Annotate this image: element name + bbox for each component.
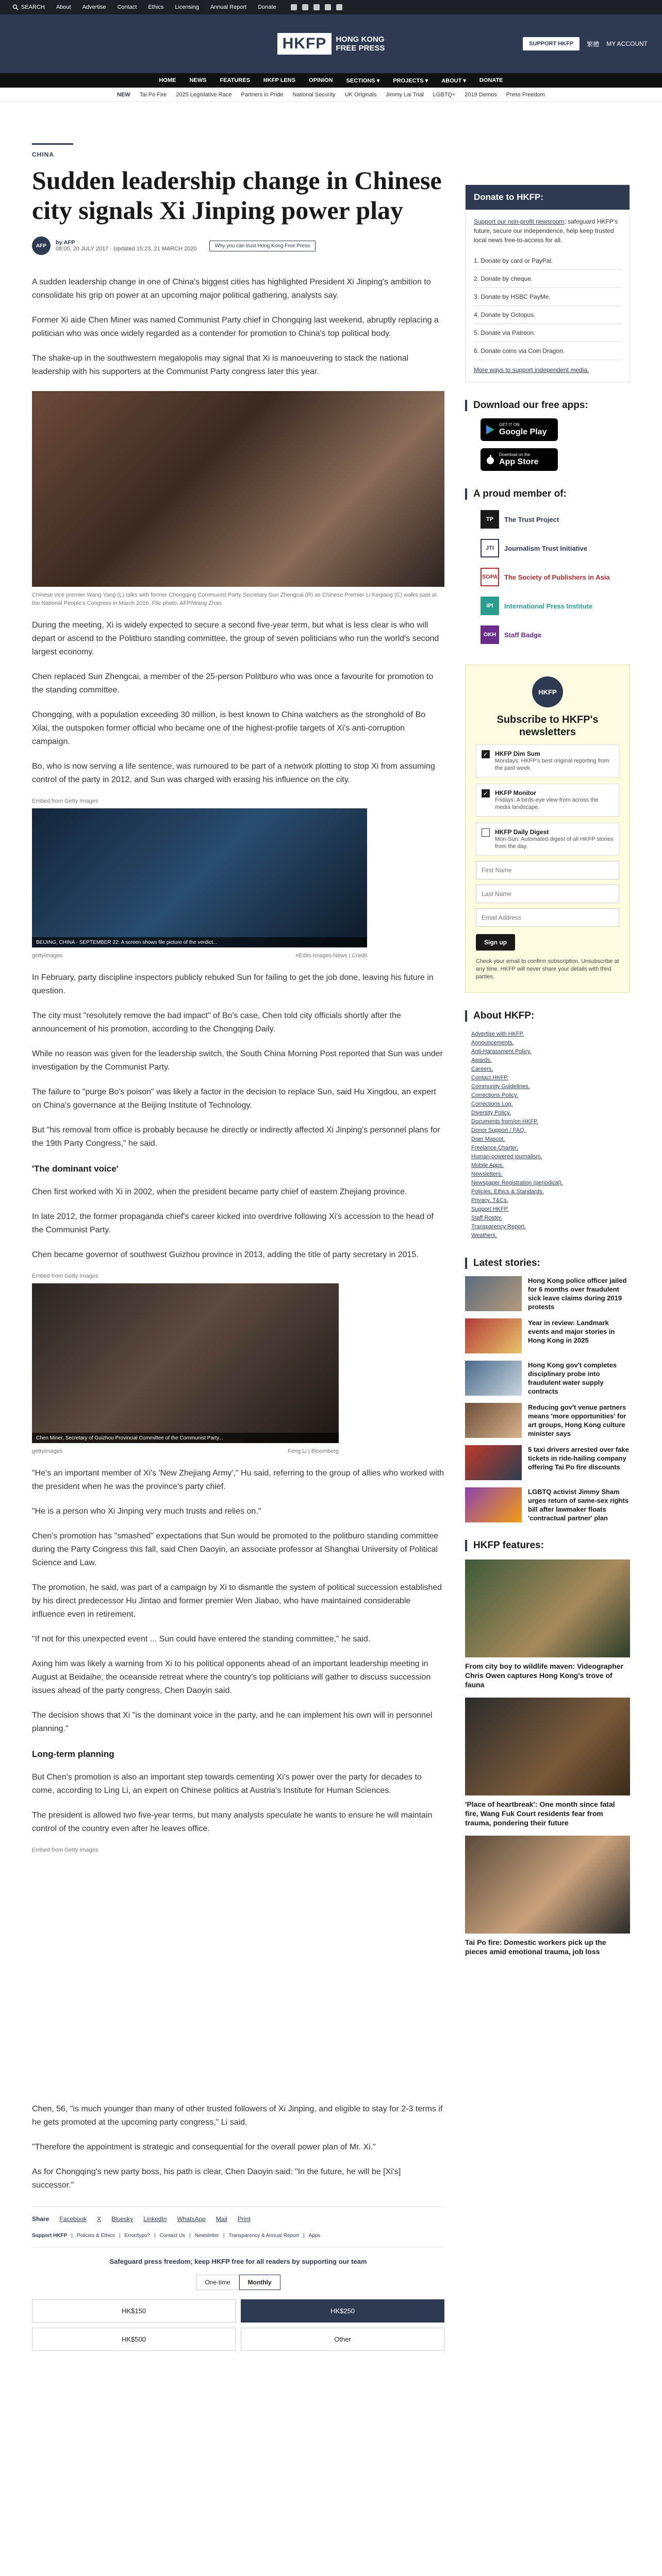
logo-mark: HKFP <box>277 33 332 55</box>
donate-options <box>474 252 621 360</box>
paragraph: Chen became governor of southwest Guizhou province in 2013, adding the title of party secretary in 2015. <box>32 1250 419 1259</box>
embed-strip: Chen Miner, Secretary of Guizhou Provincial Committee of the Communist Party... <box>32 1433 339 1443</box>
paragraph: The promotion, he said, was part of a campaign by Xi to dismantle the system of political succession established by his direct predecessor Hu Jintao and former premier Wen Jiabao, who have maintained considerable influence even in retirement. <box>32 1583 442 1619</box>
share-facebook[interactable]: Facebook <box>59 2215 87 2223</box>
latest-heading: Latest stories: <box>465 1258 630 1269</box>
feature-story[interactable]: 'Place of heartbreak': One month since fatal fire, Wang Fuk Court residents fear from trauma, pondering their future <box>465 1698 630 1827</box>
nonprofit-link[interactable]: Support our non-profit newsroom <box>474 218 565 225</box>
getty-logo[interactable]: gettyimages <box>32 953 63 959</box>
nav-projects[interactable]: PROJECTS ▾ <box>393 77 428 84</box>
paragraph: Chen's promotion has "smashed" expectations that Sun would be promoted to the politburo standing committee during the Party Congress this fall, said Chen Daoyin, an associate professor at Shanghai University of Political Science and Law. <box>32 1532 439 1567</box>
share-whatsapp[interactable]: WhatsApp <box>177 2215 206 2223</box>
trending-item[interactable]: 2025 Legislative Race <box>176 91 232 98</box>
paragraph: "He is a person who Xi Jinping very much trusts and relies on." <box>32 1507 261 1516</box>
topbar-ethics[interactable]: Ethics <box>148 4 164 10</box>
paragraph: Bo, who is now serving a life sentence, was rumoured to be part of a network plotting to stop Xi from assuming control of the party in 2012, and Sun was charged with erasing his influence on the city. <box>32 762 435 784</box>
latest-story[interactable]: Hong Kong police officer jailed for 6 months over fraudulent sick leave claims during 2019 protests <box>465 1276 630 1311</box>
about-link[interactable]: Advertise with HKFP. <box>471 1031 524 1037</box>
feature-image[interactable] <box>465 1836 630 1934</box>
site-header <box>0 14 662 73</box>
about-link[interactable]: Support HKFP. <box>471 1206 509 1212</box>
my-account-link[interactable]: MY ACCOUNT <box>606 40 648 47</box>
author-name[interactable]: by AFP <box>56 240 75 246</box>
paragraph: But "his removal from office is probably because he directly or indirectly affected Xi Jinping's personnel plans for the 19th Party Congress," he said. <box>32 1126 440 1148</box>
donate-pitch: Safeguard press freedom; keep HKFP free for all readers by supporting our team <box>109 2258 367 2265</box>
amount-option[interactable]: HK$150 <box>32 2299 236 2323</box>
app-store-badge[interactable]: Download on the App Store <box>481 448 558 471</box>
about-link[interactable]: Corrections Policy. <box>471 1092 518 1098</box>
apps-heading: Download our free apps: <box>465 400 630 411</box>
share-print[interactable]: Print <box>237 2215 251 2223</box>
article-dates: 08:00, 20 JULY 2017 · Updated 15:23, 21 MARCH 2020 <box>56 246 197 252</box>
about-link[interactable]: Staff Roster. <box>471 1215 503 1221</box>
sidebar <box>465 102 630 1956</box>
main-nav <box>0 73 662 88</box>
about-link[interactable]: Doer Mascot. <box>471 1136 505 1142</box>
footer-support-link[interactable]: Support HKFP <box>32 2233 68 2239</box>
latest-story[interactable]: Hong Kong gov't completes disciplinary probe into fraudulent water supply contracts <box>465 1361 630 1396</box>
footer-contact-link[interactable]: Contact Us <box>159 2233 186 2239</box>
about-link[interactable]: Documents from/on HKFP. <box>471 1118 539 1125</box>
about-link[interactable]: Corrections Log. <box>471 1101 513 1107</box>
nav-news[interactable]: NEWS <box>189 77 207 83</box>
about-heading: About HKFP: <box>465 1010 630 1022</box>
paragraph: The city must "resolutely remove the bad impact" of Bo's case, Chen told city officials shortly after the announcement of his promotion, according to the Chongqing Daily. <box>32 1011 401 1033</box>
footer-transparency-link[interactable]: Transparency & Annual Report <box>228 2233 299 2239</box>
donate-option[interactable]: 1. Donate by card or PayPal. <box>474 252 621 270</box>
newsletter-title: Subscribe to HKFP's newsletters <box>496 714 599 738</box>
ipi-icon: IPI <box>481 597 499 615</box>
trending-item[interactable]: LGBTQ+ <box>433 91 456 98</box>
trending-item[interactable]: Tai Po Fire <box>139 91 167 98</box>
paragraph: Chongqing, with a population exceeding 30 million, is best known to China watchers as the stronghold of Bo Xilai, the outspoken former official who became one of the highest-profile targets of Xi's anti-corruption campaign. <box>32 710 426 746</box>
photo-caption: Chinese vice premier Wang Yang (L) talks with former Chongqing Communist Party Secretary Sun Zhengcai (R) as Chinese Premier Li Keqiang (C) walks past at the National People's Congress in March 2016. File photo: AFP/Wang Zhao. <box>32 592 437 606</box>
paragraph: A sudden leadership change in one of China's biggest cities has highlighted President Xi Jinping's ambition to consolidate his grip on power at an upcoming major political gathering, analysts say. <box>32 278 431 300</box>
member-heading: A proud member of: <box>465 488 630 500</box>
checkbox-icon[interactable] <box>482 828 490 837</box>
footer-policies-link[interactable]: Policies & Ethics <box>76 2233 115 2239</box>
subheading: 'The dominant voice' <box>32 1164 119 1174</box>
topbar-contact[interactable]: Contact <box>117 4 137 10</box>
paragraph: Chen, 56, "is much younger than many of other trusted followers of Xi Jinping, and eligible to stay for 2-3 terms if he gets promoted at the upcoming party congress," Li said. <box>32 2105 443 2127</box>
author-avatar[interactable]: AFP <box>32 236 51 255</box>
header-actions <box>523 37 648 50</box>
newsletter-option-dimsum[interactable]: ✓ HKFP Dim Sum Mondays: HKFP's best original reporting from the past week. <box>476 744 619 777</box>
nav-lens[interactable]: HKFP LENS <box>263 77 296 83</box>
embed-placeholder <box>32 1854 444 2091</box>
share-mail[interactable]: Mail <box>216 2215 227 2223</box>
paragraph: Chen first worked with Xi in 2002, when the president became party chief of eastern Zhejiang province. <box>32 1188 407 1196</box>
story-thumbnail[interactable] <box>465 1403 522 1438</box>
checkbox-checked-icon[interactable]: ✓ <box>482 750 490 758</box>
last-name-input[interactable]: Last Name <box>476 885 619 903</box>
more-ways-link[interactable]: More ways to support independent media. <box>474 366 589 374</box>
feature-image[interactable] <box>465 1560 630 1657</box>
paragraph: While no reason was given for the leadership switch, the South China Morning Post reported that Sun was under investigation by the Communist Party. <box>32 1049 443 1072</box>
share-bar <box>32 2207 444 2223</box>
search-link[interactable]: SEARCH <box>12 4 45 10</box>
getty-embed-photo[interactable] <box>32 1283 339 1443</box>
nav-home[interactable]: HOME <box>159 77 176 83</box>
language-toggle[interactable]: 繁體 <box>587 40 600 48</box>
amount-option-selected[interactable]: HK$250 <box>241 2299 444 2323</box>
article-body <box>32 276 444 2192</box>
about-link[interactable]: Mobile Apps. <box>471 1162 504 1168</box>
member-ipi[interactable]: IPI International Press Institute <box>481 597 630 615</box>
x-icon[interactable] <box>302 4 308 10</box>
about-link[interactable]: Community Guidelines. <box>471 1083 530 1090</box>
trending-new-label: NEW <box>117 91 130 98</box>
logo-text: HONG KONG FREE PRESS <box>336 35 385 53</box>
paragraph: "Therefore the appointment is strategic and consequential for the overall power plan of Mr. Xi." <box>32 2143 376 2151</box>
footer-error-link[interactable]: Error/typo? <box>124 2233 150 2239</box>
monthly-toggle[interactable]: Monthly <box>239 2275 280 2290</box>
trending-item[interactable]: 2019 Demos <box>465 91 497 98</box>
getty-embed-photo[interactable] <box>32 808 367 947</box>
google-play-icon <box>486 425 495 435</box>
nav-sections[interactable]: SECTIONS ▾ <box>346 77 380 84</box>
category-rule <box>32 143 73 145</box>
support-hkfp-button[interactable]: SUPPORT HKFP <box>523 37 580 50</box>
topbar-advertise[interactable]: Advertise <box>82 4 106 10</box>
newsletter-widget <box>465 665 630 993</box>
byline <box>32 236 444 255</box>
article-title: Sudden leadership change in Chinese city signals Xi Jinping power play <box>32 166 442 225</box>
social-icons <box>291 4 342 10</box>
about-link[interactable]: Anti-Harassment Policy. <box>471 1048 532 1055</box>
checkbox-checked-icon[interactable]: ✓ <box>482 789 490 798</box>
nav-about[interactable]: ABOUT ▾ <box>441 77 466 84</box>
nav-features[interactable]: FEATURES <box>220 77 250 83</box>
story-thumbnail[interactable] <box>465 1276 522 1311</box>
donate-option[interactable]: 3. Donate by HSBC PayMe. <box>474 288 621 306</box>
amount-option[interactable]: HK$500 <box>32 2328 236 2351</box>
first-name-input[interactable]: First Name <box>476 861 619 879</box>
member-trust-project[interactable]: TP The Trust Project <box>481 510 630 529</box>
newsletter-option-monitor[interactable]: ✓ HKFP Monitor Fridays: A birds-eye view from across the media landscape. <box>476 784 619 817</box>
share-x[interactable]: X <box>97 2215 102 2223</box>
about-link[interactable]: Transparency Report. <box>471 1224 526 1230</box>
about-link[interactable]: Human-powered journalism. <box>471 1154 542 1160</box>
newsletter-logo: HKFP <box>532 676 563 707</box>
staff-badge-icon: OKH <box>481 625 499 644</box>
trending-item[interactable]: Partners in Pride <box>241 91 284 98</box>
paragraph: "If not for this unexpected event ... Sun could have entered the standing committee," he said. <box>32 1635 371 1643</box>
getty-logo[interactable]: gettyimages <box>32 1448 63 1454</box>
paragraph: The shake-up in the southwestern megalopolis may signal that Xi is manoeuvering to stack the national leadership with his supporters at the Communist Party congress later this year. <box>32 354 409 376</box>
one-time-toggle[interactable]: One-time <box>196 2275 239 2290</box>
embed-credit: gettyimages Feng Li | Bloomberg <box>32 1448 339 1454</box>
newsletter-fineprint: Check your email to confirm subscription. Unsubscribe at any time. HKFP will never share your details with third parties. <box>476 958 619 980</box>
latest-story[interactable]: Reducing gov't venue partners means 'more opportunities' for art groups, Hong Kong culture minister says <box>465 1403 630 1438</box>
paragraph: Axing him was likely a warning from Xi to his political opponents ahead of an important leadership meeting in August at Beidaihe, the oceanside retreat where the country's top politicians will gather to discuss succession issues ahead of the party congress, Chen Daoyin said. <box>32 1659 431 1695</box>
donate-option[interactable]: 5. Donate via Patreon. <box>474 324 621 342</box>
instagram-icon[interactable] <box>313 4 320 10</box>
donation-amounts <box>32 2299 444 2351</box>
telegram-icon[interactable] <box>336 4 342 10</box>
embed-label: Embed from Getty Images <box>32 1847 98 1853</box>
donate-option[interactable]: 2. Donate by cheque. <box>474 270 621 288</box>
trending-item[interactable]: Jimmy Lai Trial <box>386 91 424 98</box>
about-link[interactable]: Contact HKFP. <box>471 1075 508 1081</box>
feature-image[interactable] <box>465 1698 630 1795</box>
about-link[interactable]: Newspaper Registration (periodical). <box>471 1180 563 1186</box>
paragraph: The failure to "purge Bo's poison" was likely a factor in the decision to replace Sun, said Hu Xingdou, an expert on China's governance at the Beijing Institute of Technology. <box>32 1088 436 1110</box>
topbar-about[interactable]: About <box>56 4 71 10</box>
feature-story[interactable]: Tai Po fire: Domestic workers pick up the pieces amid emotional trauma, job loss <box>465 1836 630 1956</box>
paragraph: The decision shows that Xi "is the dominant voice in the party, and he can implement his own will in personnel planning." <box>32 1711 433 1733</box>
feature-story[interactable]: From city boy to wildlife maven: Videographer Chris Owen captures Hong Kong's trove of fauna <box>465 1560 630 1689</box>
footer-apps-link[interactable]: Apps <box>308 2233 321 2239</box>
latest-story[interactable]: LGBTQ activist Jimmy Sham urges return of same-sex rights bill after lawmaker floats 'contractual partner' plan <box>465 1487 630 1522</box>
topbar-licensing[interactable]: Licensing <box>175 4 199 10</box>
paragraph: "He's an important member of Xi's 'New Zhejiang Army'," Hu said, referring to the group of allies who worked with the president when he was the province's party chief. <box>32 1469 444 1491</box>
about-links <box>465 1030 630 1240</box>
latest-story[interactable]: 5 taxi drivers arrested over fake tickets in ride-hailing company offering Tai Po fire discounts <box>465 1445 630 1480</box>
site-logo[interactable] <box>277 33 385 55</box>
article-photo[interactable] <box>32 391 444 587</box>
trending-item[interactable]: National Security <box>292 91 336 98</box>
paragraph: Former Xi aide Chen Miner was named Communist Party chief in Chongqing last weekend, abruptly replacing a politician who was once widely regarded as a contender for promotion to China's top political body. <box>32 316 439 338</box>
trending-bar <box>0 88 662 102</box>
paragraph: As for Chongqing's new party boss, his path is clear, Chen Daoyin said: "In the future, he will be [Xi's] successor." <box>32 2167 401 2190</box>
trending-item[interactable]: Press Freedom <box>506 91 545 98</box>
about-link[interactable]: Awards. <box>471 1057 492 1063</box>
embed-label: Embed from Getty Images <box>32 1273 98 1279</box>
share-label: Share <box>32 2215 49 2223</box>
facebook-icon[interactable] <box>291 4 297 10</box>
trust-project-icon: TP <box>481 510 499 529</box>
donate-option[interactable]: 4. Donate by Octopus. <box>474 306 621 324</box>
article <box>32 102 444 2351</box>
about-link[interactable]: Diversity Policy. <box>471 1110 511 1116</box>
share-bluesky[interactable]: Bluesky <box>111 2215 134 2223</box>
donation-frequency <box>32 2275 444 2290</box>
topbar-donate[interactable]: Donate <box>258 4 276 10</box>
about-link[interactable]: Donor Support / FAQ. <box>471 1127 526 1133</box>
story-thumbnail[interactable] <box>465 1361 522 1396</box>
trust-link[interactable]: Why you can trust Hong Kong Free Press <box>209 241 316 251</box>
signup-button[interactable]: Sign up <box>476 934 515 951</box>
paragraph: In late 2012, the former propaganda chief's career kicked into overdrive following Xi's accession to the head of the Communist Party. <box>32 1212 434 1234</box>
email-input[interactable]: Email Address <box>476 908 619 927</box>
trending-item[interactable]: UK Originals <box>344 91 377 98</box>
about-link[interactable]: Policies, Ethics & Standards. <box>471 1189 544 1195</box>
sopa-icon: SOPA <box>481 568 499 586</box>
donate-widget: Donate to HKFP: Support our non-profit newsroom; safeguard HKFP's future, secure our independence, help keep trusted local news free-to-access for all. 1. Donate by card or PayPal. 2. Donate by cheque. 3. Donate by HSBC PayMe. 4. Donate by Octopus. 5. Donate via Patreon. 6. Donate coins via Coin Dragon. More ways to support independent media. <box>465 184 630 382</box>
about-link[interactable]: Privacy, T&Cs. <box>471 1197 508 1204</box>
about-link[interactable]: Newsletters. <box>471 1171 503 1177</box>
search-icon <box>12 4 19 10</box>
nav-opinion[interactable]: OPINION <box>309 77 333 83</box>
paragraph: During the meeting, Xi is widely expected to secure a second five-year term, but what is less clear is who will depart or ascend to the Politburo standing committee, the group of seven politicians who run the world's second largest economy. <box>32 621 439 656</box>
amount-option-other[interactable]: Other <box>241 2328 444 2351</box>
paragraph: But Chen's promotion is also an important step towards cementing Xi's power over the party for decades to come, according to Ling Li, an expert on Chinese politics at Austria's Institute for Human Sciences. <box>32 1773 422 1795</box>
about-link[interactable]: Weathers. <box>471 1232 497 1239</box>
features-heading: HKFP features: <box>465 1540 630 1551</box>
about-link[interactable]: Careers. <box>471 1066 493 1072</box>
apple-icon <box>486 454 495 465</box>
paragraph: In February, party discipline inspectors publicly rebuked Sun for failing to get the job done, leaving his future in question. <box>32 973 434 995</box>
footer-newsletter-link[interactable]: Newsletter <box>194 2233 219 2239</box>
embed-strip: BEIJING, CHINA - SEPTEMBER 22: A screen shows file picture of the verdict... <box>32 937 367 947</box>
jti-icon: JTI <box>481 539 499 557</box>
google-play-badge[interactable]: GET IT ON Google Play <box>481 418 558 441</box>
nav-donate[interactable]: DONATE <box>479 77 503 83</box>
utility-bar <box>0 0 662 14</box>
about-link[interactable]: Freelance Charter. <box>471 1145 519 1151</box>
member-jti[interactable]: JTI Journalism Trust Initiative <box>481 539 630 557</box>
article-category[interactable]: CHINA <box>32 151 54 158</box>
story-thumbnail[interactable] <box>465 1318 522 1353</box>
member-sopa[interactable]: SOPA The Society of Publishers in Asia <box>481 568 630 586</box>
youtube-icon[interactable] <box>325 4 331 10</box>
member-staff-badge[interactable]: OKH Staff Badge <box>481 625 630 644</box>
paragraph: Chen replaced Sun Zhengcai, a member of the 25-person Politburo who was once a favourite for promotion to the standing committee. <box>32 672 434 694</box>
story-thumbnail[interactable] <box>465 1445 522 1480</box>
story-thumbnail[interactable] <box>465 1487 522 1522</box>
about-link[interactable]: Announcements. <box>471 1040 514 1046</box>
share-linkedin[interactable]: LinkedIn <box>143 2215 167 2223</box>
paragraph: The president is allowed two five-year terms, but many analysts speculate he wants to ensure he will maintain control of the country even after he leaves office. <box>32 1811 433 1833</box>
article-footer-links: Support HKFP | Policies & Ethics | Error/typo? | Contact Us | Newsletter | Transparency & Annual Report | Apps <box>32 2233 444 2247</box>
newsletter-option-digest[interactable]: HKFP Daily Digest Mon-Sun: Automated digest of all HKFP stories from the day. <box>476 823 619 856</box>
donate-option[interactable]: 6. Donate coins via Coin Dragon. <box>474 342 621 360</box>
topbar-annual-report[interactable]: Annual Report <box>210 4 247 10</box>
latest-story[interactable]: Year in review: Landmark events and major stories in Hong Kong in 2025 <box>465 1318 630 1353</box>
embed-credit: gettyimages #Edits Images News | Credit <box>32 953 367 959</box>
embed-label: Embed from Getty Images <box>32 798 98 804</box>
subheading: Long-term planning <box>32 1749 114 1759</box>
donate-widget-title: Donate to HKFP: <box>466 185 630 210</box>
